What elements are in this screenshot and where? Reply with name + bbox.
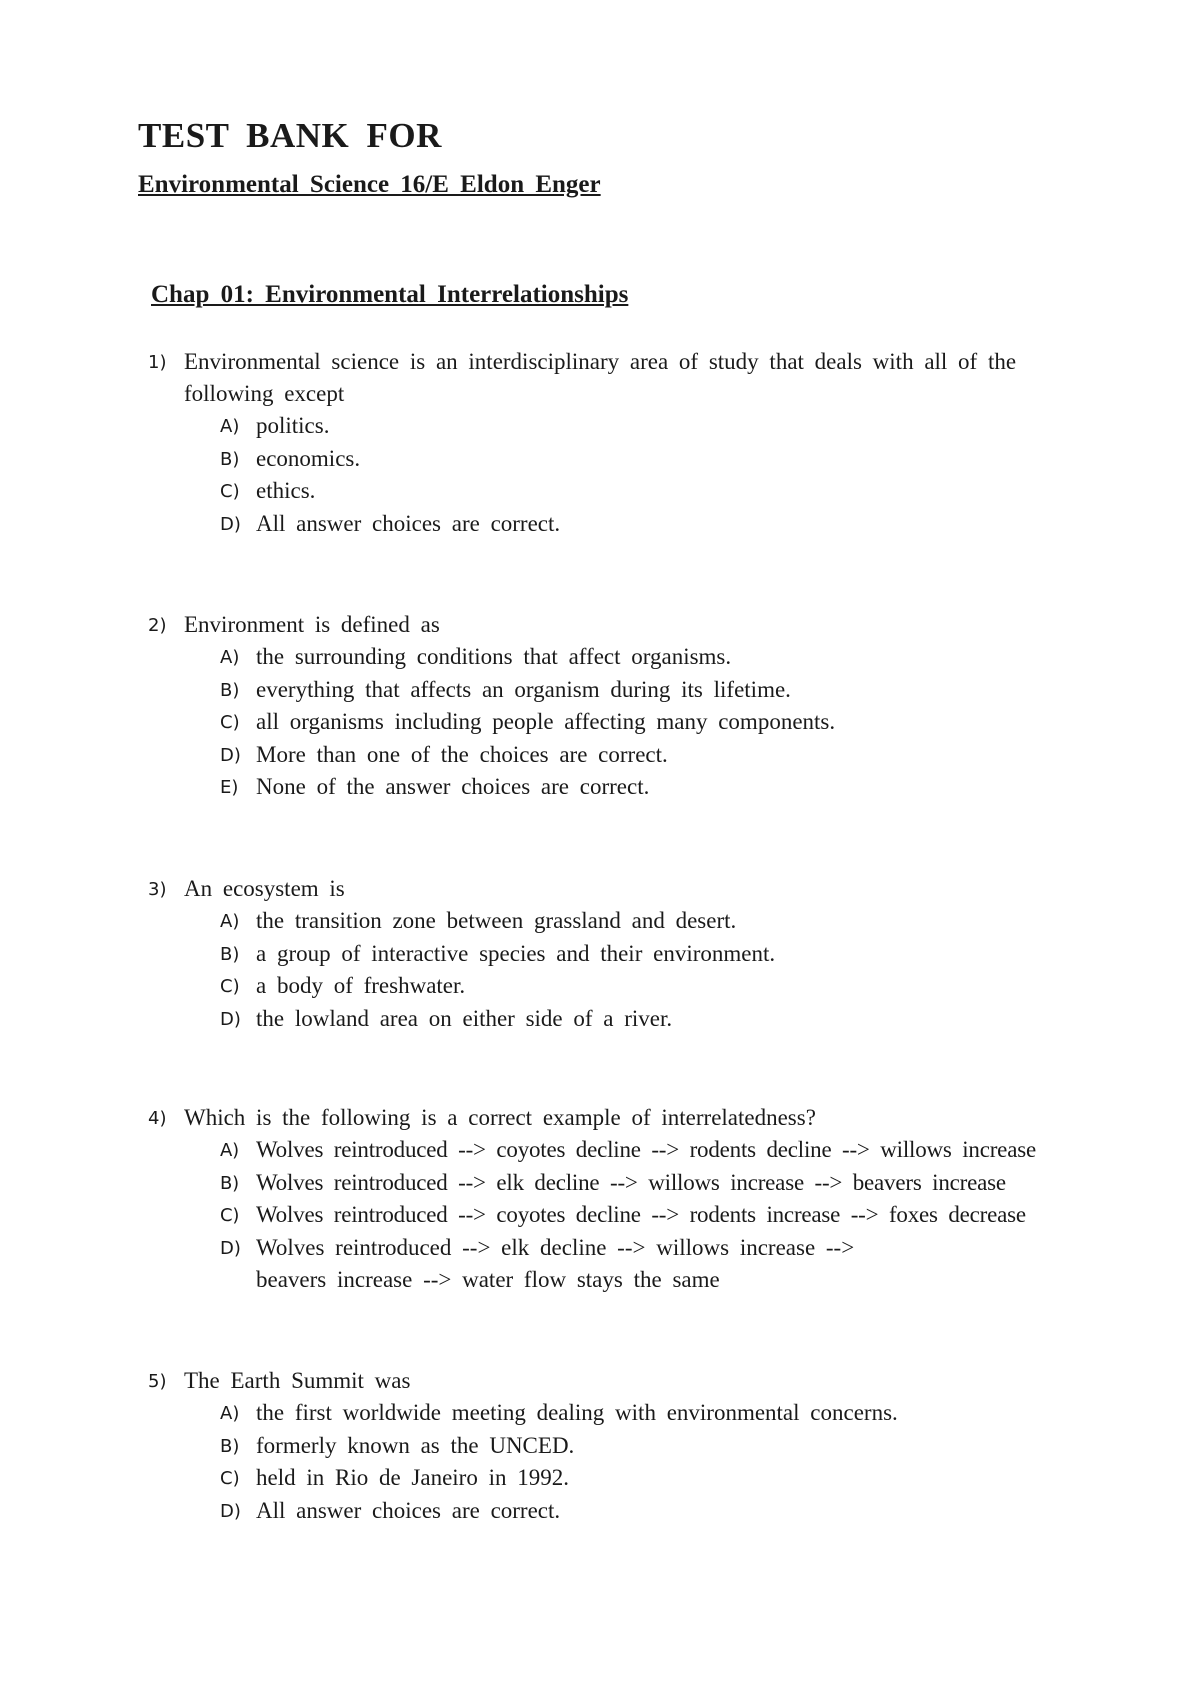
question-text: An ecosystem is bbox=[184, 876, 345, 901]
answer-choice bbox=[220, 1430, 1088, 1463]
answer-choice bbox=[220, 508, 1048, 541]
choice-text: formerly known as the UNCED. bbox=[256, 1432, 575, 1458]
question-2 bbox=[148, 609, 1088, 804]
choice-letter: D) bbox=[220, 1008, 241, 1030]
choice-letter: C) bbox=[220, 1468, 240, 1489]
question-stem bbox=[148, 609, 1088, 641]
answer-choice bbox=[220, 938, 1088, 971]
answer-choice bbox=[220, 674, 1088, 707]
answer-choice bbox=[220, 641, 1088, 674]
question-3 bbox=[148, 873, 1088, 1035]
choice-letter: C) bbox=[220, 481, 240, 502]
choice-letter: C) bbox=[220, 976, 240, 997]
choice-text: All answer choices are correct. bbox=[256, 1497, 561, 1523]
document-subtitle: Environmental Science 16/E Eldon Enger bbox=[138, 171, 601, 198]
choice-text: the transition zone between grassland and desert. bbox=[256, 908, 737, 933]
choice-text: Wolves reintroduced --> elk decline --> willows increase --> beavers increase --> water flow stays the same bbox=[256, 1234, 855, 1292]
choice-letter: D) bbox=[220, 1237, 241, 1259]
answer-choice bbox=[220, 771, 1088, 804]
choice-text: Wolves reintroduced --> coyotes decline --> rodents decline --> willows increase bbox=[256, 1137, 1036, 1162]
question-stem bbox=[148, 1102, 1108, 1134]
choice-text: the surrounding conditions that affect organisms. bbox=[256, 644, 732, 669]
answer-choice bbox=[220, 1495, 1088, 1528]
answer-choices bbox=[148, 1134, 1108, 1297]
document-title: TEST BANK FOR bbox=[138, 116, 442, 155]
answer-choice bbox=[220, 1199, 1108, 1232]
choice-text: a body of freshwater. bbox=[256, 973, 466, 998]
answer-choices bbox=[148, 905, 1088, 1035]
choice-letter: A) bbox=[220, 1140, 239, 1161]
choice-letter: B) bbox=[220, 1172, 239, 1194]
choice-text: Wolves reintroduced --> coyotes decline --> rodents increase --> foxes decrease bbox=[256, 1202, 1026, 1227]
answer-choice bbox=[220, 739, 1088, 772]
answer-choice bbox=[220, 1462, 1088, 1495]
question-number: 4) bbox=[148, 1108, 167, 1129]
answer-choice bbox=[220, 706, 1088, 739]
answer-choices bbox=[148, 1397, 1088, 1527]
answer-choice bbox=[220, 1003, 1088, 1036]
question-stem bbox=[148, 1365, 1088, 1397]
question-text: Environmental science is an interdisciplinary area of study that deals with all of the following except bbox=[184, 349, 1017, 406]
choice-text: the lowland area on either side of a river. bbox=[256, 1005, 673, 1031]
chapter-title: Chap 01: Environmental Interrelationships bbox=[151, 281, 629, 308]
choice-letter: A) bbox=[220, 1403, 240, 1424]
choice-text: the first worldwide meeting dealing with environmental concerns. bbox=[256, 1400, 898, 1425]
choice-text: everything that affects an organism during its lifetime. bbox=[256, 676, 791, 702]
question-number: 1) bbox=[148, 352, 167, 373]
answer-choices bbox=[148, 641, 1088, 804]
choice-text: economics. bbox=[256, 445, 361, 471]
question-stem bbox=[148, 873, 1088, 905]
choice-text: all organisms including people affecting many components. bbox=[256, 709, 836, 734]
question-4 bbox=[148, 1102, 1108, 1297]
question-number: 5) bbox=[148, 1371, 167, 1392]
answer-choice bbox=[220, 410, 1048, 443]
choice-letter: A) bbox=[220, 647, 240, 668]
choice-letter: B) bbox=[220, 1435, 240, 1457]
question-5 bbox=[148, 1365, 1088, 1527]
question-text: The Earth Summit was bbox=[184, 1368, 411, 1393]
choice-letter: B) bbox=[220, 448, 240, 470]
choice-text: a group of interactive species and their environment. bbox=[256, 940, 776, 966]
choice-text: Wolves reintroduced --> elk decline --> willows increase --> beavers increase bbox=[256, 1169, 1006, 1195]
answer-choices bbox=[148, 410, 1048, 540]
question-text: Environment is defined as bbox=[184, 612, 440, 637]
question-text: Which is the following is a correct example of interrelatedness? bbox=[184, 1105, 816, 1130]
choice-letter: D) bbox=[220, 513, 241, 535]
choice-letter: D) bbox=[220, 1500, 241, 1522]
answer-choice bbox=[220, 443, 1048, 476]
choice-text: ethics. bbox=[256, 478, 316, 503]
answer-choice bbox=[220, 1134, 1108, 1167]
choice-text: None of the answer choices are correct. bbox=[256, 774, 650, 799]
choice-text: All answer choices are correct. bbox=[256, 510, 561, 536]
answer-choice bbox=[220, 475, 1048, 508]
choice-letter: C) bbox=[220, 1205, 240, 1226]
choice-letter: B) bbox=[220, 679, 240, 701]
choice-letter: E) bbox=[220, 777, 239, 798]
question-number: 3) bbox=[148, 879, 167, 900]
answer-choice bbox=[220, 1232, 896, 1297]
choice-letter: A) bbox=[220, 911, 240, 932]
question-stem bbox=[148, 346, 1048, 410]
choice-text: More than one of the choices are correct. bbox=[256, 741, 668, 767]
answer-choice bbox=[220, 1167, 1108, 1200]
answer-choice bbox=[220, 970, 1088, 1003]
choice-letter: D) bbox=[220, 744, 241, 766]
choice-text: politics. bbox=[256, 413, 330, 438]
choice-letter: B) bbox=[220, 943, 240, 965]
choice-letter: A) bbox=[220, 416, 240, 437]
choice-text: held in Rio de Janeiro in 1992. bbox=[256, 1465, 569, 1490]
question-1 bbox=[148, 346, 1048, 540]
question-number: 2) bbox=[148, 615, 167, 636]
choice-letter: C) bbox=[220, 712, 240, 733]
answer-choice bbox=[220, 905, 1088, 938]
answer-choice bbox=[220, 1397, 1088, 1430]
